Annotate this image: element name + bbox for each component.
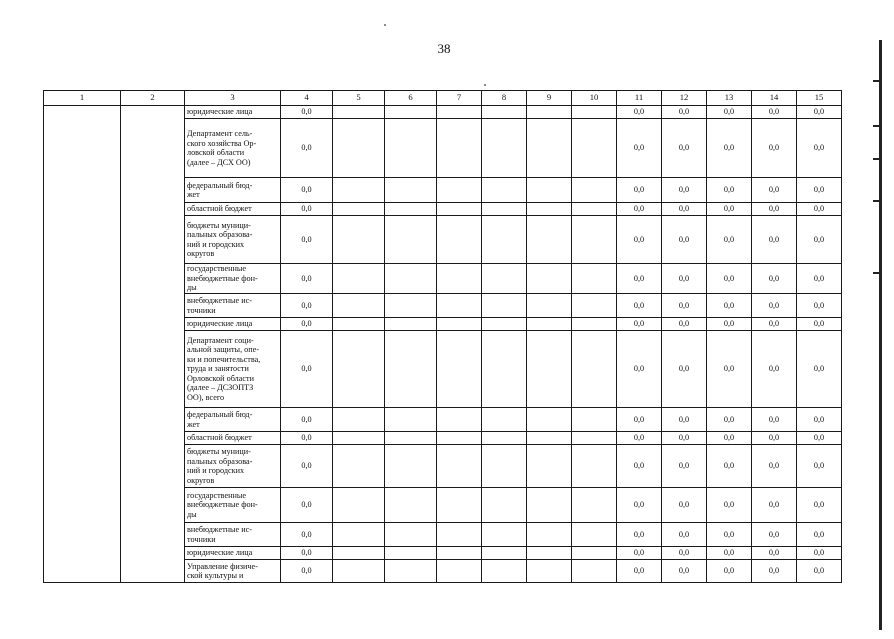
cell-col-9: [527, 408, 572, 432]
row-label: государственные внебюджетные фон- ды: [185, 488, 281, 523]
cell-col-14: 0,0: [752, 331, 797, 408]
cell-col-9: [527, 523, 572, 547]
cell-col-4: 0,0: [281, 523, 333, 547]
cell-col-4: 0,0: [281, 119, 333, 178]
cell-col-12: 0,0: [662, 432, 707, 445]
row-label: областной бюджет: [185, 203, 281, 216]
cell-col-7: [437, 523, 482, 547]
cell-col-5: [333, 216, 385, 264]
column-header-5: 5: [333, 91, 385, 106]
cell-col-6: [385, 331, 437, 408]
cell-col-15: 0,0: [797, 331, 842, 408]
cell-col-10: [572, 216, 617, 264]
cell-col-5: [333, 445, 385, 488]
row-label: Управление физиче- ской культуры и: [185, 560, 281, 583]
cell-col-14: 0,0: [752, 523, 797, 547]
cell-col-6: [385, 408, 437, 432]
budget-table: [43, 90, 842, 583]
cell-col-8: [482, 318, 527, 331]
cell-col-6: [385, 264, 437, 294]
cell-col-7: [437, 294, 482, 318]
cell-col-7: [437, 445, 482, 488]
cell-col-11: 0,0: [617, 560, 662, 583]
cell-col-12: 0,0: [662, 547, 707, 560]
cell-col-6: [385, 432, 437, 445]
cell-col-15: 0,0: [797, 318, 842, 331]
cell-col-10: [572, 294, 617, 318]
row-label: областной бюджет: [185, 432, 281, 445]
cell-col-14: 0,0: [752, 294, 797, 318]
row-label: федеральный бюд- жет: [185, 178, 281, 203]
cell-col-5: [333, 331, 385, 408]
row-label: внебюджетные ис- точники: [185, 294, 281, 318]
cell-col-10: [572, 408, 617, 432]
cell-col-6: [385, 523, 437, 547]
cell-col-10: [572, 445, 617, 488]
column-header-15: 15: [797, 91, 842, 106]
cell-col-9: [527, 119, 572, 178]
cell-col-15: 0,0: [797, 294, 842, 318]
cell-col-11: 0,0: [617, 331, 662, 408]
cell-col-14: 0,0: [752, 106, 797, 119]
column-header-3: 3: [185, 91, 281, 106]
column-header-11: 11: [617, 91, 662, 106]
cell-col-13: 0,0: [707, 488, 752, 523]
cell-col-4: 0,0: [281, 106, 333, 119]
row-label: юридические лица: [185, 106, 281, 119]
cell-col-15: 0,0: [797, 216, 842, 264]
cell-col-11: 0,0: [617, 432, 662, 445]
cell-col-12: 0,0: [662, 294, 707, 318]
cell-col-13: 0,0: [707, 178, 752, 203]
cell-col-14: 0,0: [752, 432, 797, 445]
cell-col-12: 0,0: [662, 331, 707, 408]
cell-col-14: 0,0: [752, 547, 797, 560]
column-header-1: 1: [44, 91, 121, 106]
cell-col-8: [482, 331, 527, 408]
cell-col-5: [333, 547, 385, 560]
cell-col-8: [482, 106, 527, 119]
cell-col-7: [437, 216, 482, 264]
cell-col-10: [572, 547, 617, 560]
cell-col-5: [333, 264, 385, 294]
row-label: федеральный бюд- жет: [185, 408, 281, 432]
cell-col-7: [437, 178, 482, 203]
cell-col-6: [385, 216, 437, 264]
cell-col-8: [482, 216, 527, 264]
row-label: бюджеты муници- пальных образова- ний и городских округов: [185, 445, 281, 488]
cell-col-10: [572, 523, 617, 547]
cell-col-15: 0,0: [797, 523, 842, 547]
cell-col-7: [437, 119, 482, 178]
cell-col-12: 0,0: [662, 203, 707, 216]
cell-col-10: [572, 119, 617, 178]
column-header-13: 13: [707, 91, 752, 106]
cell-col-10: [572, 264, 617, 294]
cell-col-8: [482, 178, 527, 203]
cell-col-7: [437, 432, 482, 445]
cell-col-8: [482, 264, 527, 294]
cell-col-5: [333, 106, 385, 119]
cell-col-9: [527, 294, 572, 318]
cell-col-7: [437, 408, 482, 432]
cell-col-6: [385, 488, 437, 523]
cell-col-4: 0,0: [281, 203, 333, 216]
merged-cell-col2: [121, 106, 185, 583]
cell-col-4: 0,0: [281, 264, 333, 294]
cell-col-12: 0,0: [662, 264, 707, 294]
cell-col-7: [437, 560, 482, 583]
cell-col-12: 0,0: [662, 216, 707, 264]
cell-col-13: 0,0: [707, 408, 752, 432]
cell-col-15: 0,0: [797, 432, 842, 445]
column-header-6: 6: [385, 91, 437, 106]
cell-col-9: [527, 318, 572, 331]
row-label: юридические лица: [185, 547, 281, 560]
cell-col-8: [482, 523, 527, 547]
cell-col-6: [385, 445, 437, 488]
row-label: Департамент сель- ского хозяйства Ор- ловской области (далее – ДСХ ОО): [185, 119, 281, 178]
cell-col-13: 0,0: [707, 523, 752, 547]
cell-col-6: [385, 318, 437, 331]
cell-col-14: 0,0: [752, 318, 797, 331]
cell-col-5: [333, 294, 385, 318]
cell-col-6: [385, 203, 437, 216]
cell-col-13: 0,0: [707, 318, 752, 331]
cell-col-5: [333, 318, 385, 331]
cell-col-13: 0,0: [707, 264, 752, 294]
cell-col-10: [572, 560, 617, 583]
cell-col-12: 0,0: [662, 488, 707, 523]
cell-col-9: [527, 488, 572, 523]
cell-col-9: [527, 216, 572, 264]
cell-col-7: [437, 318, 482, 331]
merged-cell-col1: [44, 106, 121, 583]
cell-col-9: [527, 178, 572, 203]
cell-col-11: 0,0: [617, 408, 662, 432]
row-label: внебюджетные ис- точники: [185, 523, 281, 547]
cell-col-9: [527, 264, 572, 294]
cell-col-8: [482, 445, 527, 488]
cell-col-8: [482, 203, 527, 216]
cell-col-7: [437, 488, 482, 523]
cell-col-14: 0,0: [752, 264, 797, 294]
cell-col-6: [385, 294, 437, 318]
cell-col-11: 0,0: [617, 216, 662, 264]
cell-col-15: 0,0: [797, 119, 842, 178]
cell-col-4: 0,0: [281, 408, 333, 432]
cell-col-15: 0,0: [797, 106, 842, 119]
cell-col-9: [527, 331, 572, 408]
cell-col-13: 0,0: [707, 432, 752, 445]
cell-col-6: [385, 106, 437, 119]
cell-col-7: [437, 331, 482, 408]
cell-col-4: 0,0: [281, 331, 333, 408]
cell-col-14: 0,0: [752, 203, 797, 216]
cell-col-12: 0,0: [662, 408, 707, 432]
row-label: юридические лица: [185, 318, 281, 331]
cell-col-12: 0,0: [662, 318, 707, 331]
cell-col-10: [572, 106, 617, 119]
cell-col-9: [527, 106, 572, 119]
cell-col-11: 0,0: [617, 264, 662, 294]
cell-col-4: 0,0: [281, 432, 333, 445]
cell-col-11: 0,0: [617, 547, 662, 560]
column-header-2: 2: [121, 91, 185, 106]
cell-col-14: 0,0: [752, 445, 797, 488]
cell-col-9: [527, 203, 572, 216]
cell-col-4: 0,0: [281, 445, 333, 488]
cell-col-9: [527, 432, 572, 445]
cell-col-7: [437, 264, 482, 294]
row-label: Департамент соци- альной защиты, опе- ки и попечительства, труда и занятости Орловской области (далее – ДСЗОПТЗ ОО), всего: [185, 331, 281, 408]
cell-col-15: 0,0: [797, 445, 842, 488]
cell-col-4: 0,0: [281, 560, 333, 583]
cell-col-4: 0,0: [281, 216, 333, 264]
cell-col-15: 0,0: [797, 547, 842, 560]
cell-col-14: 0,0: [752, 216, 797, 264]
cell-col-5: [333, 560, 385, 583]
cell-col-6: [385, 178, 437, 203]
cell-col-7: [437, 106, 482, 119]
cell-col-5: [333, 523, 385, 547]
row-label: бюджеты муници- пальных образова- ний и городских округов: [185, 216, 281, 264]
page-number: 38: [437, 41, 451, 56]
column-header-7: 7: [437, 91, 482, 106]
scan-speck: [384, 24, 386, 26]
cell-col-4: 0,0: [281, 178, 333, 203]
cell-col-4: 0,0: [281, 488, 333, 523]
cell-col-5: [333, 488, 385, 523]
cell-col-14: 0,0: [752, 408, 797, 432]
column-header-4: 4: [281, 91, 333, 106]
cell-col-13: 0,0: [707, 560, 752, 583]
cell-col-5: [333, 408, 385, 432]
cell-col-12: 0,0: [662, 445, 707, 488]
cell-col-11: 0,0: [617, 318, 662, 331]
scan-speck: [484, 84, 486, 86]
cell-col-5: [333, 432, 385, 445]
cell-col-11: 0,0: [617, 488, 662, 523]
cell-col-11: 0,0: [617, 445, 662, 488]
row-label: государственные внебюджетные фон- ды: [185, 264, 281, 294]
cell-col-8: [482, 488, 527, 523]
cell-col-6: [385, 560, 437, 583]
cell-col-8: [482, 119, 527, 178]
cell-col-15: 0,0: [797, 488, 842, 523]
cell-col-14: 0,0: [752, 178, 797, 203]
cell-col-8: [482, 560, 527, 583]
cell-col-10: [572, 203, 617, 216]
cell-col-9: [527, 445, 572, 488]
cell-col-11: 0,0: [617, 523, 662, 547]
cell-col-8: [482, 408, 527, 432]
column-header-9: 9: [527, 91, 572, 106]
cell-col-5: [333, 203, 385, 216]
cell-col-8: [482, 294, 527, 318]
column-header-14: 14: [752, 91, 797, 106]
cell-col-11: 0,0: [617, 119, 662, 178]
cell-col-4: 0,0: [281, 318, 333, 331]
scan-edge-line: [879, 40, 882, 630]
cell-col-11: 0,0: [617, 178, 662, 203]
cell-col-14: 0,0: [752, 560, 797, 583]
cell-col-6: [385, 119, 437, 178]
cell-col-6: [385, 547, 437, 560]
cell-col-13: 0,0: [707, 119, 752, 178]
cell-col-12: 0,0: [662, 119, 707, 178]
cell-col-7: [437, 203, 482, 216]
cell-col-13: 0,0: [707, 203, 752, 216]
cell-col-12: 0,0: [662, 106, 707, 119]
cell-col-13: 0,0: [707, 445, 752, 488]
table-row: [44, 106, 842, 119]
cell-col-14: 0,0: [752, 119, 797, 178]
cell-col-9: [527, 560, 572, 583]
cell-col-12: 0,0: [662, 523, 707, 547]
cell-col-13: 0,0: [707, 294, 752, 318]
cell-col-10: [572, 178, 617, 203]
cell-col-4: 0,0: [281, 294, 333, 318]
cell-col-4: 0,0: [281, 547, 333, 560]
cell-col-10: [572, 432, 617, 445]
cell-col-15: 0,0: [797, 203, 842, 216]
cell-col-10: [572, 331, 617, 408]
cell-col-5: [333, 178, 385, 203]
cell-col-13: 0,0: [707, 216, 752, 264]
cell-col-10: [572, 318, 617, 331]
cell-col-12: 0,0: [662, 178, 707, 203]
cell-col-15: 0,0: [797, 178, 842, 203]
cell-col-15: 0,0: [797, 408, 842, 432]
cell-col-11: 0,0: [617, 294, 662, 318]
cell-col-12: 0,0: [662, 560, 707, 583]
column-header-12: 12: [662, 91, 707, 106]
column-header-8: 8: [482, 91, 527, 106]
cell-col-11: 0,0: [617, 203, 662, 216]
cell-col-14: 0,0: [752, 488, 797, 523]
cell-col-8: [482, 432, 527, 445]
column-header-10: 10: [572, 91, 617, 106]
column-header-row: [44, 91, 842, 106]
cell-col-13: 0,0: [707, 547, 752, 560]
cell-col-10: [572, 488, 617, 523]
cell-col-15: 0,0: [797, 560, 842, 583]
cell-col-8: [482, 547, 527, 560]
cell-col-9: [527, 547, 572, 560]
cell-col-13: 0,0: [707, 106, 752, 119]
cell-col-13: 0,0: [707, 331, 752, 408]
cell-col-7: [437, 547, 482, 560]
cell-col-15: 0,0: [797, 264, 842, 294]
cell-col-11: 0,0: [617, 106, 662, 119]
cell-col-5: [333, 119, 385, 178]
